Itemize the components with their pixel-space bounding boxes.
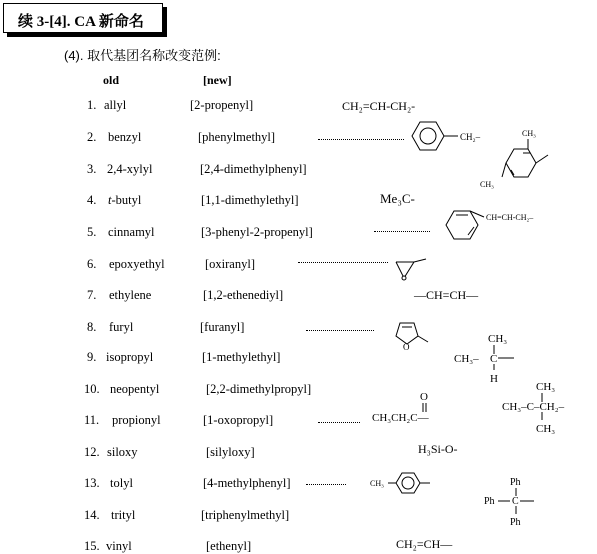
header-old: old — [103, 73, 120, 87]
trityl-structure — [480, 474, 546, 530]
new-name: [2,4-dimethylphenyl] — [200, 162, 307, 176]
row-number: 10. — [84, 382, 100, 396]
propionyl-oxygen: O — [420, 391, 428, 403]
leader-line — [318, 139, 404, 140]
xylyl-ch3-top: CH₃ — [522, 129, 536, 138]
new-name: [1,1-dimethylethyl] — [201, 193, 299, 207]
new-name: [1-oxopropyl] — [203, 413, 274, 427]
row-number: 14. — [84, 508, 100, 522]
neopentyl-ch3-bottom: CH₃ — [536, 423, 556, 435]
new-name: [silyloxy] — [206, 445, 255, 459]
isopropyl-h: H — [490, 373, 498, 385]
old-name: propionyl — [112, 413, 161, 427]
row-number: 7. — [87, 288, 97, 302]
new-name: [ethenyl] — [206, 539, 252, 553]
row-number: 3. — [87, 162, 97, 176]
old-name: siloxy — [107, 445, 138, 459]
xylyl-structure — [478, 125, 568, 193]
trityl-ph-top: Ph — [510, 477, 521, 488]
section-subtitle: (4). 取代基团名称改变范例: — [64, 48, 221, 63]
ethylene-formula: —CH=CH— — [414, 288, 479, 302]
neopentyl-main: CH₃–C–CH₂– — [502, 401, 565, 413]
old-name: benzyl — [108, 130, 142, 144]
isopropyl-c: C — [490, 353, 498, 365]
new-name: [1,2-ethenediyl] — [203, 288, 284, 302]
new-name: [2,2-dimethylpropyl] — [206, 382, 312, 396]
old-name: allyl — [104, 98, 127, 112]
old-name: epoxyethyl — [109, 257, 165, 271]
cinnamyl-structure — [440, 205, 560, 247]
old-name: cinnamyl — [108, 225, 155, 239]
page-title: 续 3-[4]. CA 新命名 — [18, 14, 144, 30]
leader-line — [298, 262, 388, 263]
xylyl-ch3-bottom: CH₃ — [480, 180, 494, 189]
old-name: t-butyl — [108, 193, 142, 207]
old-name: ethylene — [109, 288, 152, 302]
row-number: 6. — [87, 257, 97, 271]
siloxy-formula: H₃Si-O- — [418, 442, 458, 456]
leader-line — [306, 484, 346, 485]
furanyl-structure — [384, 318, 436, 354]
leader-line — [374, 231, 430, 232]
propionyl-formula: CH₃CH₂C— — [372, 412, 429, 424]
benzyl-ch2-label: CH₂– — [460, 132, 481, 142]
new-name: [phenylmethyl] — [198, 130, 276, 144]
tbutyl-formula: Me₃C- — [380, 191, 415, 206]
old-name: furyl — [109, 320, 134, 334]
old-name: neopentyl — [110, 382, 160, 396]
old-name: vinyl — [106, 539, 132, 553]
isopropyl-ch3-top: CH₃ — [488, 333, 508, 345]
allyl-formula: CH₂=CH-CH₂- — [342, 99, 416, 113]
leader-line — [306, 330, 374, 331]
trityl-ph-left: Ph — [484, 496, 495, 507]
row-number: 2. — [87, 130, 97, 144]
new-name: [1-methylethyl] — [202, 350, 281, 364]
old-name: tolyl — [110, 476, 133, 490]
row-number: 11. — [84, 413, 100, 427]
row-number: 4. — [87, 193, 97, 207]
new-name: [2-propenyl] — [190, 98, 254, 112]
neopentyl-structure — [500, 376, 596, 438]
cinnamyl-chain: CH=CH-CH₂– — [486, 213, 534, 222]
row-number: 12. — [84, 445, 100, 459]
row-number: 1. — [87, 98, 97, 112]
new-name: [furanyl] — [200, 320, 245, 334]
oxiranyl-structure — [390, 254, 440, 286]
old-name: trityl — [111, 508, 136, 522]
furan-oxygen: O — [403, 342, 410, 352]
new-name: [3-phenyl-2-propenyl] — [201, 225, 313, 239]
row-number: 13. — [84, 476, 100, 490]
isopropyl-ch3-left: CH₃– — [454, 353, 479, 365]
new-name: [4-methylphenyl] — [203, 476, 291, 490]
row-number: 8. — [87, 320, 97, 334]
vinyl-formula: CH₂=CH— — [396, 537, 453, 551]
header-new: [new] — [203, 73, 232, 87]
new-name: [triphenylmethyl] — [201, 508, 290, 522]
row-number: 15. — [84, 539, 100, 553]
new-name: [oxiranyl] — [205, 257, 255, 271]
title-box — [3, 3, 163, 33]
propionyl-structure — [370, 388, 452, 428]
row-number: 5. — [87, 225, 97, 239]
leader-line — [318, 422, 360, 423]
row-number: 9. — [87, 350, 97, 364]
neopentyl-ch3-top: CH₃ — [536, 381, 556, 393]
tolyl-ch3: CH₃ — [370, 479, 384, 488]
trityl-ph-bottom: Ph — [510, 517, 521, 528]
old-name: 2,4-xylyl — [107, 162, 153, 176]
trityl-c: C — [512, 496, 519, 507]
old-name: isopropyl — [106, 350, 154, 364]
tolyl-structure — [368, 470, 438, 498]
